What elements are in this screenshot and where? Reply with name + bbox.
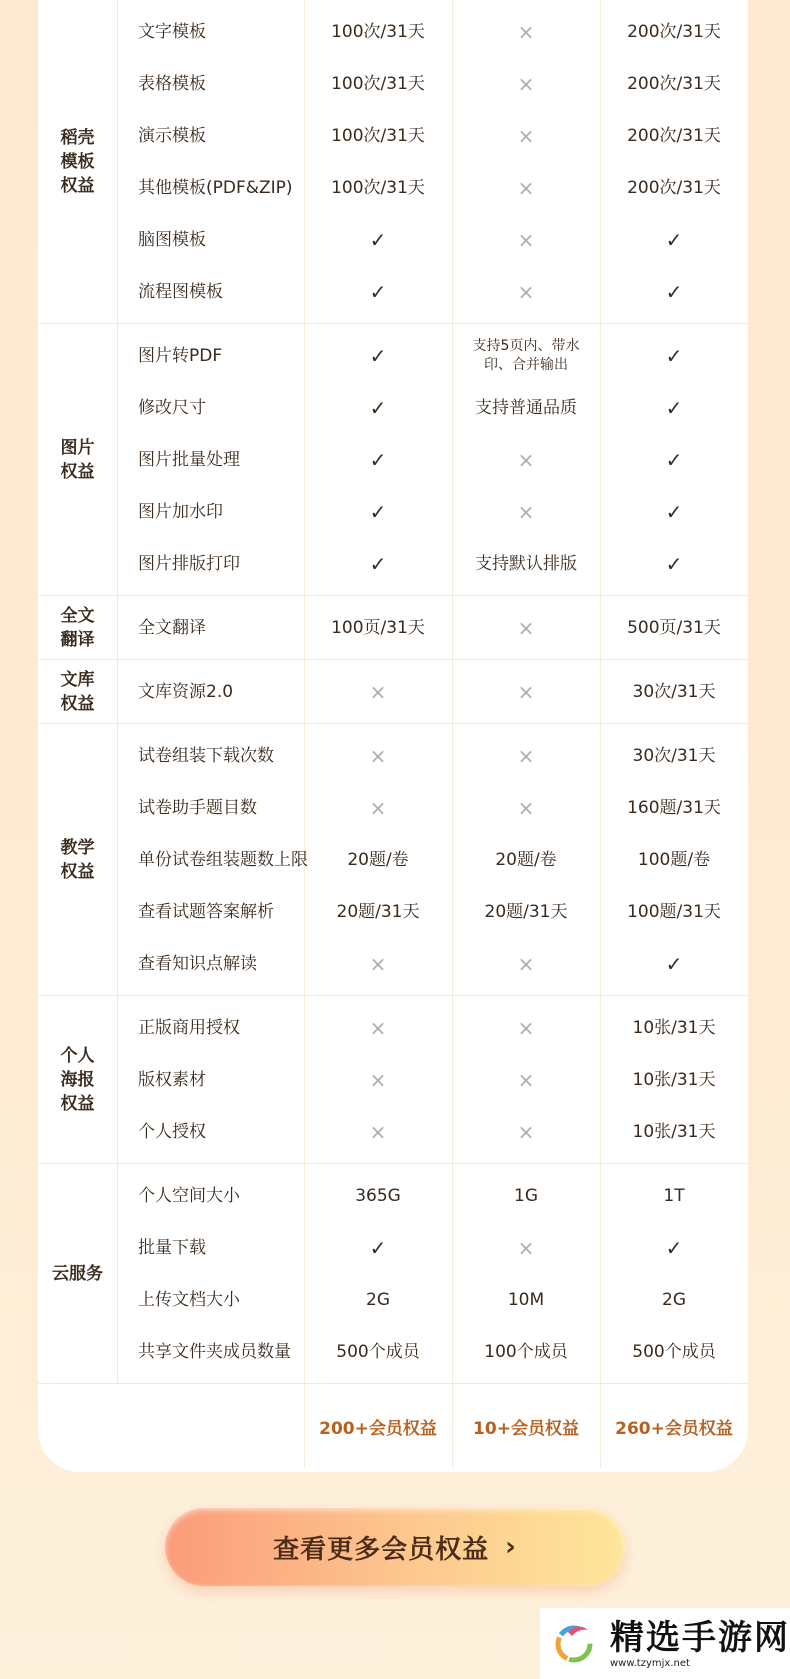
benefit-value: 10M [507, 1290, 545, 1310]
plan-benefit-total: 10+会员权益 [473, 1418, 579, 1439]
benefit-value: 100题/31天 [627, 902, 721, 922]
benefit-name: 修改尺寸 [138, 398, 206, 418]
cross-icon: × [517, 176, 535, 200]
table-row [118, 602, 748, 654]
benefit-value: 10张/31天 [632, 1122, 716, 1142]
check-icon: ✓ [369, 396, 387, 420]
cross-icon: × [369, 1016, 387, 1040]
view-more-benefits-button[interactable] [165, 1508, 625, 1586]
benefit-name: 单份试卷组装题数上限 [138, 850, 308, 870]
cross-icon: × [369, 796, 387, 820]
check-icon: ✓ [369, 448, 387, 472]
table-row [118, 58, 748, 110]
table-row [118, 1274, 748, 1326]
check-icon: ✓ [369, 500, 387, 524]
cross-icon: × [369, 1120, 387, 1144]
benefit-name: 表格模板 [138, 74, 206, 94]
category-label: 稻壳 模板 权益 [38, 0, 118, 323]
cross-icon: × [517, 280, 535, 304]
check-icon: ✓ [665, 280, 683, 304]
benefit-name: 图片加水印 [138, 502, 223, 522]
cross-icon: × [369, 680, 387, 704]
table-row [118, 782, 748, 834]
cross-icon: × [517, 1068, 535, 1092]
benefit-value: 30次/31天 [632, 682, 716, 702]
cross-icon: × [517, 228, 535, 252]
benefit-value: 500个成员 [632, 1342, 716, 1362]
watermark-url: www.tzymjx.net [610, 1657, 690, 1669]
benefit-value: 2G [662, 1290, 686, 1310]
benefit-value: 100个成员 [484, 1342, 568, 1362]
benefit-name: 图片批量处理 [138, 450, 240, 470]
table-row [118, 110, 748, 162]
check-icon: ✓ [369, 552, 387, 576]
check-icon: ✓ [369, 344, 387, 368]
benefit-value: 200次/31天 [627, 22, 721, 42]
table-row [118, 1054, 748, 1106]
category-label: 教学 权益 [38, 724, 118, 995]
cross-icon: × [517, 952, 535, 976]
cross-icon: × [517, 744, 535, 768]
benefit-value: 30次/31天 [632, 746, 716, 766]
benefit-value: 365G [355, 1186, 401, 1206]
benefit-value: 支持5页内、带水印、合并输出 [472, 338, 580, 373]
benefit-value: 10张/31天 [632, 1018, 716, 1038]
plan-benefit-total: 260+会员权益 [615, 1418, 733, 1439]
check-icon: ✓ [369, 1236, 387, 1260]
benefit-name: 版权素材 [138, 1070, 206, 1090]
benefit-value: 支持普通品质 [475, 398, 577, 418]
benefit-value: 200次/31天 [627, 74, 721, 94]
check-icon: ✓ [665, 1236, 683, 1260]
table-row [118, 730, 748, 782]
section-rows [118, 996, 748, 1163]
table-row [118, 1222, 748, 1274]
benefit-value: 100次/31天 [331, 22, 425, 42]
benefit-name: 演示模板 [138, 126, 206, 146]
benefit-name: 试卷组装下载次数 [138, 746, 274, 766]
category-label: 个人 海报 权益 [38, 996, 118, 1163]
benefit-name: 流程图模板 [138, 282, 223, 302]
table-row [118, 330, 748, 382]
benefit-name: 其他模板(PDF&ZIP) [138, 178, 293, 198]
section [38, 596, 748, 660]
section [38, 660, 748, 724]
table-row [118, 538, 748, 590]
watermark-title: 精选手游网 [610, 1617, 790, 1658]
check-icon: ✓ [369, 228, 387, 252]
table-row [118, 382, 748, 434]
benefit-value: 20题/卷 [495, 850, 557, 870]
cross-icon: × [517, 20, 535, 44]
benefit-value: 200次/31天 [627, 126, 721, 146]
cross-icon: × [517, 124, 535, 148]
benefit-value: 支持默认排版 [475, 554, 577, 574]
check-icon: ✓ [665, 448, 683, 472]
cross-icon: × [517, 616, 535, 640]
cross-icon: × [517, 1120, 535, 1144]
section-rows [118, 660, 748, 723]
benefit-value: 20题/31天 [484, 902, 568, 922]
benefit-name: 图片转PDF [138, 346, 223, 366]
benefit-name: 查看试题答案解析 [138, 902, 274, 922]
benefit-name: 查看知识点解读 [138, 954, 257, 974]
table-row [118, 486, 748, 538]
table-row [118, 6, 748, 58]
benefit-name: 脑图模板 [138, 230, 206, 250]
view-more-benefits-label: 查看更多会员权益 [273, 1534, 490, 1565]
cross-icon: × [369, 1068, 387, 1092]
section [38, 1164, 748, 1384]
check-icon: ✓ [665, 228, 683, 252]
check-icon: ✓ [665, 552, 683, 576]
benefit-value: 1T [663, 1186, 685, 1206]
table-row [118, 834, 748, 886]
benefit-value: 20题/31天 [336, 902, 420, 922]
table-row [118, 666, 748, 718]
benefit-name: 正版商用授权 [138, 1018, 240, 1038]
section [38, 724, 748, 996]
section-rows [118, 596, 748, 659]
benefit-name: 个人授权 [138, 1122, 206, 1142]
section-rows [118, 0, 748, 323]
benefit-name: 文字模板 [138, 22, 206, 42]
benefit-value: 20题/卷 [347, 850, 409, 870]
benefit-value: 160题/31天 [627, 798, 721, 818]
category-label: 文库 权益 [38, 660, 118, 723]
table-row [118, 1326, 748, 1378]
benefit-value: 100页/31天 [331, 618, 425, 638]
cross-icon: × [517, 1016, 535, 1040]
table-row [118, 1170, 748, 1222]
site-logo-icon [548, 1618, 600, 1670]
check-icon: ✓ [369, 280, 387, 304]
section [38, 0, 748, 324]
benefit-name: 个人空间大小 [138, 1186, 240, 1206]
benefit-name: 试卷助手题目数 [138, 798, 257, 818]
cross-icon: × [517, 500, 535, 524]
benefits-table-card [38, 0, 748, 1472]
footer-cells [118, 1384, 748, 1468]
section-rows [118, 324, 748, 595]
check-icon: ✓ [665, 344, 683, 368]
watermark-badge [540, 1608, 790, 1679]
benefit-name: 批量下载 [138, 1238, 206, 1258]
cross-icon: × [517, 680, 535, 704]
table-row [118, 162, 748, 214]
benefit-value: 500个成员 [336, 1342, 420, 1362]
cross-icon: × [517, 1236, 535, 1260]
table-row [118, 886, 748, 938]
benefit-name: 全文翻译 [138, 618, 206, 638]
table-row [118, 1106, 748, 1158]
cross-icon: × [517, 796, 535, 820]
benefit-name: 上传文档大小 [138, 1290, 240, 1310]
cross-icon: × [517, 448, 535, 472]
benefit-value: 10张/31天 [632, 1070, 716, 1090]
category-label: 图片 权益 [38, 324, 118, 595]
benefit-value: 100题/卷 [637, 850, 711, 870]
check-icon: ✓ [665, 396, 683, 420]
category-label: 全文 翻译 [38, 596, 118, 659]
section [38, 996, 748, 1164]
section [38, 324, 748, 596]
table-row [118, 1002, 748, 1054]
chevron-right-icon: › [505, 1532, 517, 1562]
table-row [118, 434, 748, 486]
section-rows [118, 724, 748, 995]
benefit-name: 图片排版打印 [138, 554, 240, 574]
section-rows [118, 1164, 748, 1383]
table-row [118, 214, 748, 266]
benefit-name: 共享文件夹成员数量 [138, 1342, 291, 1362]
benefit-value: 100次/31天 [331, 74, 425, 94]
benefit-value: 200次/31天 [627, 178, 721, 198]
cross-icon: × [369, 744, 387, 768]
cross-icon: × [517, 72, 535, 96]
benefit-value: 2G [366, 1290, 390, 1310]
table-row [118, 938, 748, 990]
benefit-value: 1G [514, 1186, 538, 1206]
benefit-name: 文库资源2.0 [138, 682, 234, 702]
category-label: 云服务 [38, 1164, 118, 1383]
check-icon: ✓ [665, 500, 683, 524]
benefit-value: 100次/31天 [331, 178, 425, 198]
plan-benefit-total: 200+会员权益 [319, 1418, 437, 1439]
footer-row [38, 1384, 748, 1468]
benefit-value: 100次/31天 [331, 126, 425, 146]
check-icon: ✓ [665, 952, 683, 976]
benefit-value: 500页/31天 [627, 618, 721, 638]
cross-icon: × [369, 952, 387, 976]
table-row [118, 266, 748, 318]
